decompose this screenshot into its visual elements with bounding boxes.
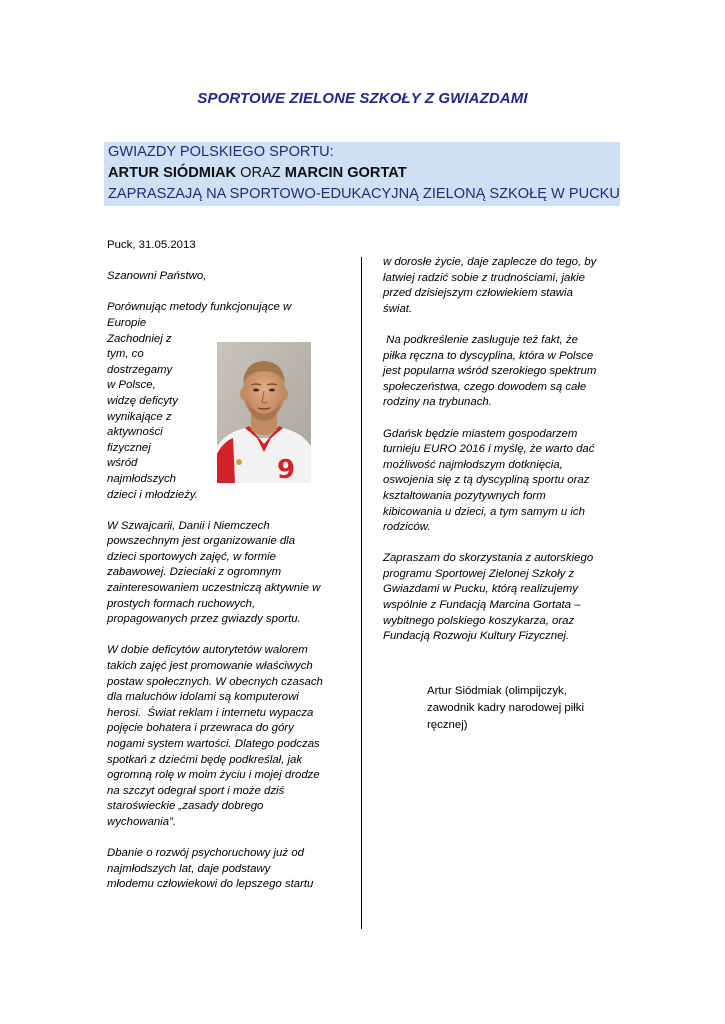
text-line: programu Sportowej Zielonej Szkoły z (383, 567, 575, 580)
text-line: na szczyt odegrał sport i może dziś (107, 784, 285, 797)
paragraph-7 (383, 427, 623, 536)
text-line: ręcznej) (427, 719, 468, 731)
text-line: dzieci i młodzieży. (107, 488, 198, 501)
text-line: ogromną rolę w moim życiu i mojej drodze (107, 769, 320, 782)
text-line: wspólnie z Fundacją Marcina Gortata – (383, 599, 581, 612)
banner-line-1: GWIAZDY POLSKIEGO SPORTU: (108, 144, 334, 160)
text-line: zainteresowaniem uczestniczą aktywnie w (107, 582, 321, 595)
right-column (383, 255, 623, 660)
text-line: dostrzegamy (107, 363, 173, 376)
text-line: tym, co (107, 348, 144, 361)
text-line: rodziny na trybunach. (383, 396, 492, 409)
paragraph-2 (107, 519, 347, 628)
text-line: staroświeckie „zasady dobrego (107, 800, 264, 813)
text-line: Dbanie o rozwój psychoruchowy już od (107, 847, 304, 860)
text-line: Artur Siódmiak (olimpijczyk, (427, 685, 567, 697)
jersey-number: 9 (277, 455, 296, 483)
text-line: Na podkreślenie zasługuje też fakt, że (383, 333, 579, 346)
text-line: Fundacją Rozwoju Kultury Fizycznej. (383, 630, 570, 643)
text-line: wybitnego polskiego koszykarza, oraz (383, 614, 575, 627)
text-line: prostych formach ruchowych, (107, 597, 256, 610)
letter-date: Puck, 31.05.2013 (107, 239, 196, 251)
text-line: widzę deficyty (107, 394, 178, 407)
text-line: wśród (107, 457, 138, 470)
text-line: wynikające z (107, 410, 172, 423)
text-line: kibicowania u dzieci, a tym samym u ich (383, 505, 585, 518)
text-line: kształtowania pozytywnych form (383, 489, 546, 502)
text-line: postaw społecznych. W obecnych czasach (107, 675, 323, 688)
text-line: powszechnym jest organizowanie dla (107, 535, 296, 548)
text-line: piłka ręczna to dyscyplina, która w Polsce (383, 349, 594, 362)
text-line: nogami system wartości. Dlatego podczas (107, 738, 320, 750)
text-line: jest popularna wśród szerokiego spektrum (383, 365, 597, 378)
text-line: takich zajęć jest promowanie właściwych (107, 660, 313, 673)
text-line: Zapraszam do skorzystania z autorskiego (383, 552, 594, 565)
text-line: w Polsce, (107, 379, 156, 392)
text-line: aktywności (107, 426, 163, 439)
text-line: łatwiej radzić sobie z trudnościami, jakie (383, 271, 585, 284)
column-divider (361, 257, 362, 929)
paragraph-8 (383, 551, 623, 645)
text-line: spotkań z dziećmi będę podkreślał, jak (107, 753, 303, 766)
document-title: SPORTOWE ZIELONE SZKOŁY Z GWIAZDAMI (197, 90, 528, 107)
text-line: turnieju EURO 2016 i myślę, że warto dać (383, 443, 595, 456)
paragraph-1-wide (107, 300, 347, 331)
text-line: Gwiazdami w Pucku, którą realizujemy (383, 583, 578, 596)
paragraph-3 (107, 643, 347, 830)
text-line: dzieci sportowych zajęć, w formie (107, 550, 277, 563)
signature-block (427, 683, 627, 734)
banner-conjunction: ORAZ (240, 165, 281, 181)
text-line: zawodnik kadry narodowej piłki (427, 702, 585, 714)
text-line: herosi. Świat reklam i internetu wypacza (107, 706, 314, 719)
text-line: zabawowej. Dzieciaki z ogromnym (107, 566, 282, 579)
text-line: fizycznej (107, 441, 151, 454)
paragraph-4 (107, 846, 347, 893)
text-line: W Szwajcarii, Danii i Niemczech (107, 519, 270, 532)
left-column (107, 238, 347, 909)
text-line: Europie (107, 316, 147, 329)
text-line: w dorosłe życie, daje zaplecze do tego, by (383, 256, 597, 268)
text-line: Porównując metody funkcjonujące w (107, 301, 292, 314)
banner-line-2 (104, 163, 620, 184)
letter-greeting: Szanowni Państwo, (107, 270, 207, 283)
banner-name-siodmiak: ARTUR SIÓDMIAK (108, 165, 237, 181)
text-line: pojęcie bohatera i przewraca do góry (107, 722, 294, 735)
text-line: najmłodszych (107, 472, 177, 485)
text-line: dla maluchów idolami są komputerowi (107, 691, 299, 704)
athlete-photo (217, 342, 311, 483)
invitation-banner (104, 142, 620, 206)
text-line: oswojenia się z tą dyscypliną sportu oraz (383, 474, 590, 487)
text-line: W dobie deficytów autorytetów walorem (107, 644, 308, 657)
text-line: propagowanych przez gwiazdy sportu. (107, 613, 301, 626)
paragraph-5 (383, 255, 623, 317)
text-line: Zachodniej z (107, 332, 172, 345)
text-line: społeczeństwa, czego dowodem są całe (383, 380, 587, 393)
banner-name-gortat: MARCIN GORTAT (284, 165, 407, 181)
text-line: przed dzisiejszym człowiekiem stawia (383, 287, 573, 300)
text-line: rodziców. (383, 521, 431, 534)
text-line: młodemu człowiekowi do lepszego startu (107, 878, 314, 891)
text-line: Gdańsk będzie miastem gospodarzem (383, 427, 578, 440)
text-line: najmłodszych lat, daje podstawy (107, 862, 271, 875)
text-line: wychowania”. (107, 815, 177, 828)
text-line: świat. (383, 302, 413, 315)
paragraph-6 (383, 333, 623, 411)
text-line: możliwość najmłodszym dotknięcia, (383, 458, 563, 471)
banner-line-3: ZAPRASZAJĄ NA SPORTOWO-EDUKACYJNĄ ZIELONĄ SZKOŁĘ W PUCKU (108, 186, 620, 202)
